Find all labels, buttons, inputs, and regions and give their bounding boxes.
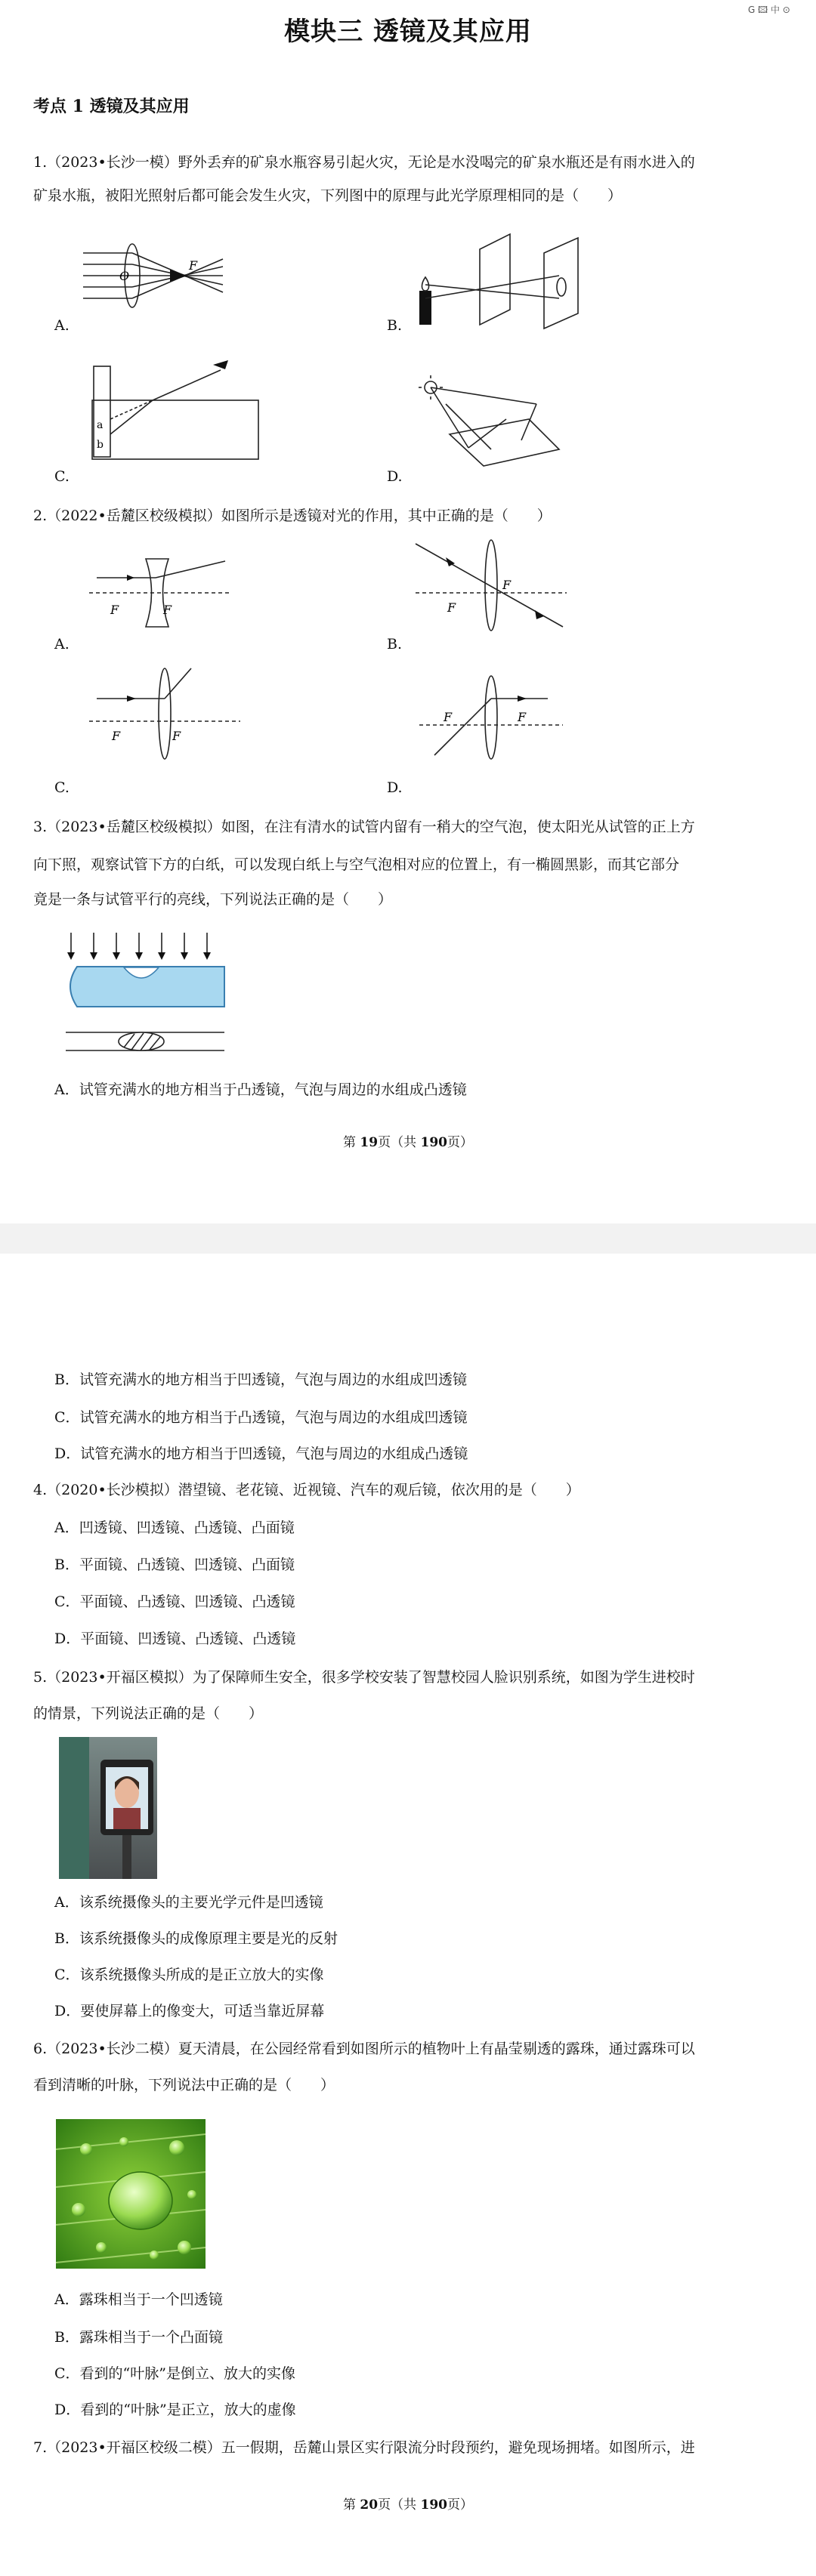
q3-line3: 竟是一条与试管平行的亮线，下列说法正确的是（ ）	[33, 891, 393, 908]
q4-option-c[interactable]: C．平面镜、凸透镜、凹透镜、凸透镜	[54, 1593, 295, 1610]
q1-figure-c	[85, 359, 266, 461]
q6-option-b[interactable]: B．露珠相当于一个凸面镜	[54, 2329, 223, 2346]
q2-option-d[interactable]: D.	[387, 779, 403, 796]
q2-line1: 2.（2022•岳麓区校级模拟）如图所示是透镜对光的作用，其中正确的是（ ）	[33, 507, 552, 524]
section-heading: 考点 1 透镜及其应用	[33, 97, 190, 116]
q2-option-a[interactable]: A.	[54, 636, 70, 652]
q2-figure-b	[416, 536, 567, 634]
q5-option-a[interactable]: A．该系统摄像头的主要光学元件是凹透镜	[54, 1894, 323, 1911]
q2-figure-c	[89, 665, 240, 763]
q1-line1: 1.（2023•长沙一模）野外丢弃的矿泉水瓶容易引起火灾，无论是水没喝完的矿泉水瓶还是有雨水进入的	[33, 154, 695, 171]
q3-option-c[interactable]: C．试管充满水的地方相当于凸透镜，气泡与周边的水组成凹透镜	[54, 1409, 468, 1426]
q6-line1: 6.（2023•长沙二模）夏天清晨，在公园经常看到如图所示的植物叶上有晶莹剔透的露珠，通过露珠可以	[33, 2041, 695, 2057]
q2-figure-d	[419, 672, 563, 763]
q2-figc-f1: F	[112, 729, 121, 743]
q2-figc-f2: F	[172, 729, 181, 743]
q2-figd-f2: F	[518, 710, 527, 724]
q1-figure-a	[83, 238, 227, 313]
q1-option-d[interactable]: D.	[387, 468, 403, 485]
q2-figa-f1: F	[110, 603, 119, 617]
q3-line1: 3.（2023•岳麓区校级模拟）如图，在注有清水的试管内留有一稍大的空气泡，使太阳光从试管的正上方	[33, 819, 695, 835]
q2-figa-f2: F	[163, 603, 172, 617]
q1-figa-label-f: F	[189, 258, 198, 273]
q3-figure-test-tube	[62, 933, 228, 1061]
q1-option-b[interactable]: B.	[387, 317, 403, 334]
q6-dewdrop-leaf-photo	[56, 2119, 206, 2269]
q4-option-b[interactable]: B．平面镜、凸透镜、凹透镜、凸面镜	[54, 1556, 295, 1573]
q2-figure-a	[89, 555, 233, 631]
q6-line2: 看到清晰的叶脉，下列说法中正确的是（ ）	[33, 2077, 335, 2093]
q6-option-a[interactable]: A．露珠相当于一个凹透镜	[54, 2291, 223, 2308]
q2-figb-f1: F	[447, 600, 456, 615]
page-title: 模块三 透镜及其应用	[284, 17, 532, 47]
q2-figd-f1: F	[444, 710, 453, 724]
page-break	[0, 1223, 816, 1254]
q5-option-c[interactable]: C．该系统摄像头所成的是正立放大的实像	[54, 1967, 324, 1983]
q5-option-d[interactable]: D．要使屏幕上的像变大，可适当靠近屏幕	[54, 2003, 325, 2019]
q5-face-recognition-photo	[59, 1737, 157, 1879]
q1-figa-label-o: O	[119, 269, 130, 283]
q5-line2: 的情景，下列说法正确的是（ ）	[33, 1705, 264, 1722]
q3-line2: 向下照，观察试管下方的白纸，可以发现白纸上与空气泡相对应的位置上，有一椭圆黑影，而其它部分	[33, 856, 680, 873]
page-footer-19: 第 19页（共 190页）	[343, 1135, 473, 1150]
q4-option-d[interactable]: D．平面镜、凹透镜、凸透镜、凸透镜	[54, 1630, 296, 1647]
q5-option-b[interactable]: B．该系统摄像头的成像原理主要是光的反射	[54, 1930, 338, 1947]
q3-option-d[interactable]: D．试管充满水的地方相当于凹透镜，气泡与周边的水组成凸透镜	[54, 1445, 468, 1462]
q4-option-a[interactable]: A．凹透镜、凹透镜、凸透镜、凸面镜	[54, 1519, 295, 1536]
q1-figure-d	[416, 374, 567, 476]
window-controls[interactable]: G 🖾 中 ⊙	[748, 5, 790, 15]
q6-option-c[interactable]: C．看到的“叶脉”是倒立、放大的实像	[54, 2365, 295, 2382]
q2-option-c[interactable]: C.	[54, 779, 70, 796]
q3-option-a[interactable]: A．试管充满水的地方相当于凸透镜，气泡与周边的水组成凸透镜	[54, 1081, 467, 1098]
q1-figc-label-a: a	[97, 419, 104, 431]
q4-line1: 4.（2020•长沙模拟）潜望镜、老花镜、近视镜、汽车的观后镜，依次用的是（ ）	[33, 1482, 580, 1498]
q1-figure-b	[416, 230, 589, 329]
q1-figc-label-b: b	[97, 439, 104, 451]
q2-figb-f2: F	[502, 578, 512, 592]
page-footer-20: 第 20页（共 190页）	[343, 2497, 473, 2513]
q6-option-d[interactable]: D．看到的“叶脉”是正立，放大的虚像	[54, 2402, 296, 2418]
q1-line2: 矿泉水瓶，被阳光照射后都可能会发生火灾，下列图中的原理与此光学原理相同的是（ ）	[33, 187, 623, 204]
q7-line1: 7.（2023•开福区校级二模）五一假期，岳麓山景区实行限流分时段预约，避免现场拥堵。如图所示，进	[33, 2439, 695, 2456]
q2-option-b[interactable]: B.	[387, 636, 403, 652]
q5-line1: 5.（2023•开福区模拟）为了保障师生安全，很多学校安装了智慧校园人脸识别系统，如图为学生进校时	[33, 1669, 695, 1686]
q3-option-b[interactable]: B．试管充满水的地方相当于凹透镜，气泡与周边的水组成凹透镜	[54, 1371, 467, 1388]
q1-option-c[interactable]: C.	[54, 468, 70, 485]
q1-option-a[interactable]: A.	[54, 317, 70, 334]
